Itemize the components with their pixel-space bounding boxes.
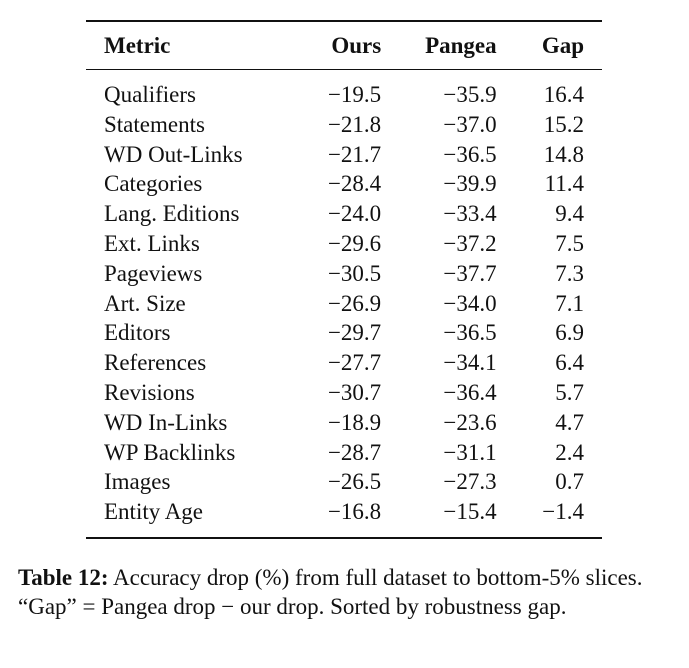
table-row: [86, 348, 602, 378]
cell-pangea: −36.5: [443, 141, 497, 167]
cell-pangea: −34.1: [443, 350, 497, 376]
cell-ours: −19.5: [327, 82, 382, 107]
table-row: [86, 199, 602, 229]
table-row: [86, 140, 602, 170]
table-row: [86, 378, 602, 408]
cell-gap: 2.4: [555, 439, 584, 465]
cell-pangea: −35.9: [443, 82, 497, 107]
cell-metric: Images: [104, 469, 171, 495]
caption-text: Accuracy drop (%) from full dataset to bottom-5% slices. “Gap” = Pangea drop − our drop. Sorted by robustness gap.: [18, 565, 643, 619]
cell-ours: −18.9: [327, 409, 382, 435]
cell-pangea: −33.4: [443, 201, 497, 227]
cell-ours: −28.4: [327, 171, 382, 197]
results-table-container: [86, 20, 602, 539]
cell-gap: 7.5: [555, 230, 584, 256]
cell-metric: Art. Size: [104, 290, 186, 316]
cell-pangea: −36.5: [443, 320, 497, 346]
cell-gap: 7.1: [555, 290, 584, 316]
cell-gap: 7.3: [555, 260, 584, 286]
cell-gap: 11.4: [544, 171, 584, 197]
cell-gap: 0.7: [555, 469, 584, 495]
table-row: [86, 289, 602, 319]
cell-metric: Qualifiers: [104, 82, 196, 107]
cell-gap: 14.8: [543, 141, 584, 167]
cell-metric: Entity Age: [104, 499, 204, 525]
table-row: [86, 259, 602, 289]
cell-metric: WD Out-Links: [104, 141, 243, 167]
cell-pangea: −37.0: [443, 111, 497, 137]
table-row: [86, 497, 602, 538]
table-row: [86, 467, 602, 497]
table-row: [86, 408, 602, 438]
cell-gap: 9.4: [555, 201, 584, 227]
table-row: [86, 70, 602, 110]
table-body: [86, 70, 602, 538]
cell-ours: −21.7: [327, 141, 382, 167]
cell-ours: −16.8: [327, 499, 382, 525]
cell-ours: −30.5: [327, 260, 382, 286]
cell-ours: −28.7: [327, 439, 382, 465]
cell-pangea: −23.6: [443, 409, 497, 435]
cell-metric: References: [104, 350, 207, 376]
table-row: [86, 438, 602, 468]
header-pangea: Pangea: [425, 32, 497, 58]
cell-ours: −30.7: [327, 379, 382, 405]
cell-ours: −26.5: [327, 469, 382, 495]
cell-metric: Categories: [104, 171, 203, 197]
cell-metric: Pageviews: [104, 260, 203, 286]
cell-metric: Revisions: [104, 379, 195, 405]
cell-ours: −21.8: [327, 111, 382, 137]
cell-metric: Lang. Editions: [104, 201, 240, 227]
cell-ours: −24.0: [327, 201, 382, 227]
cell-ours: −27.7: [327, 350, 382, 376]
cell-pangea: −36.4: [443, 379, 497, 405]
cell-ours: −29.7: [327, 320, 382, 346]
cell-gap: 6.9: [555, 320, 584, 346]
cell-metric: Editors: [104, 320, 171, 346]
header-ours: Ours: [331, 32, 382, 58]
cell-gap: 16.4: [543, 82, 584, 107]
table-row: [86, 110, 602, 140]
table-row: [86, 318, 602, 348]
table-row: [86, 229, 602, 259]
table-caption: [18, 563, 678, 621]
header-gap: Gap: [541, 32, 584, 58]
cell-metric: Statements: [104, 111, 205, 137]
cell-pangea: −34.0: [443, 290, 497, 316]
table-header-row: [86, 21, 602, 70]
cell-pangea: −15.4: [443, 499, 497, 525]
cell-metric: WP Backlinks: [104, 439, 236, 465]
cell-pangea: −37.2: [443, 230, 497, 256]
cell-pangea: −37.7: [443, 260, 497, 286]
cell-gap: 5.7: [555, 379, 584, 405]
cell-pangea: −39.9: [443, 171, 497, 197]
cell-pangea: −27.3: [443, 469, 497, 495]
cell-gap: 4.7: [555, 409, 584, 435]
cell-metric: Ext. Links: [104, 230, 200, 256]
cell-pangea: −31.1: [443, 439, 497, 465]
caption-label: Table 12:: [18, 565, 109, 590]
cell-metric: WD In-Links: [104, 409, 228, 435]
cell-gap: 15.2: [543, 111, 584, 137]
cell-gap: −1.4: [542, 499, 584, 525]
cell-ours: −29.6: [327, 230, 382, 256]
header-metric: Metric: [104, 32, 171, 58]
cell-gap: 6.4: [555, 350, 584, 376]
cell-ours: −26.9: [327, 290, 382, 316]
results-table: [86, 20, 602, 539]
table-row: [86, 169, 602, 199]
